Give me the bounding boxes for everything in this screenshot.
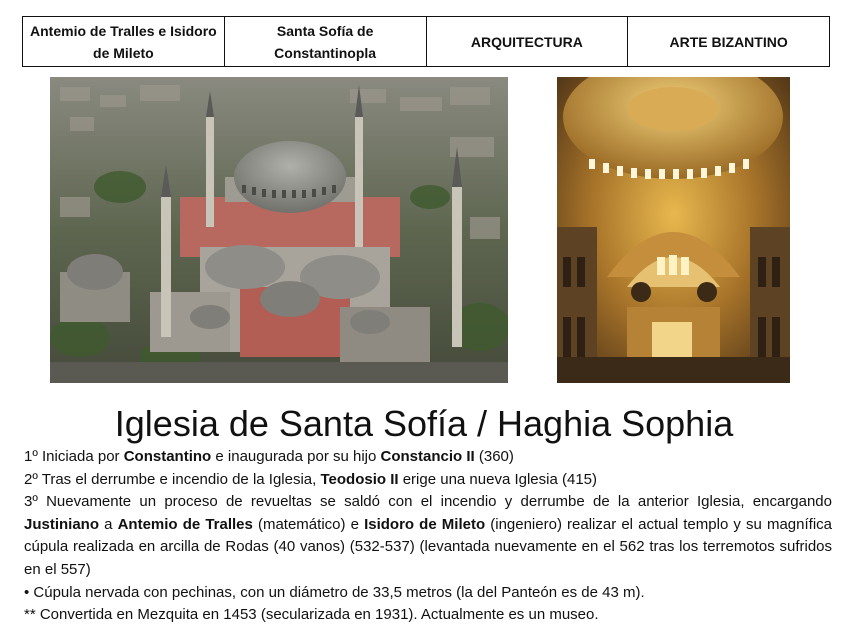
page-title: Iglesia de Santa Sofía / Haghia Sophia	[114, 403, 734, 444]
body-text	[24, 446, 832, 627]
bold-span: Teodosio II	[320, 470, 399, 488]
interior-photo	[557, 77, 790, 383]
text-span: 2º Tras el derrumbe e incendio de la Iglesia,	[24, 470, 321, 488]
header-table	[22, 16, 830, 67]
bold-span: Constancio II	[380, 448, 475, 465]
text-span: a	[99, 515, 118, 533]
bold-span: Antemio de Tralles	[117, 515, 253, 533]
text-span: (matemático) e	[252, 515, 365, 533]
text-span: erige una nueva Iglesia (415)	[398, 470, 598, 488]
header-row	[23, 17, 830, 67]
text-span: (ingeniero) realizar el actual templo y su magnífica cúpula realizada en arcilla de Rodas (40 vanos) (532-537) (levantada nuevamente en el 562 tras los terremotos sufridos en el 557)	[24, 515, 832, 578]
text-span: 3º Nuevamente un proceso de revueltas se saldó con el incendio y derrumbe de la anterior Iglesia, encargando	[24, 493, 832, 511]
paragraph-2	[24, 469, 832, 492]
bold-span: Isidoro de Mileto	[364, 515, 486, 533]
header-cell-discipline: ARQUITECTURA	[426, 17, 628, 67]
paragraph-3	[24, 491, 832, 581]
text-span: (360)	[474, 448, 514, 465]
paragraph-1	[24, 446, 832, 469]
bold-span: Constantino	[123, 448, 212, 465]
header-cell-style: ARTE BIZANTINO	[628, 17, 830, 67]
paragraph-5: ** Convertida en Mezquita en 1453 (secularizada en 1931). Actualmente es un museo.	[24, 606, 599, 624]
bold-span: Justiniano	[24, 515, 100, 533]
paragraph-4: • Cúpula nervada con pechinas, con un diámetro de 33,5 metros (la del Panteón es de 43 m).	[24, 583, 645, 601]
header-cell-building: Santa Sofía de Constantinopla	[224, 17, 426, 67]
header-cell-architects: Antemio de Tralles e Isidoro de Mileto	[23, 17, 225, 67]
text-span: e inaugurada por su hijo	[211, 448, 381, 465]
exterior-photo	[50, 77, 508, 383]
text-span: 1º Iniciada por	[24, 448, 124, 465]
